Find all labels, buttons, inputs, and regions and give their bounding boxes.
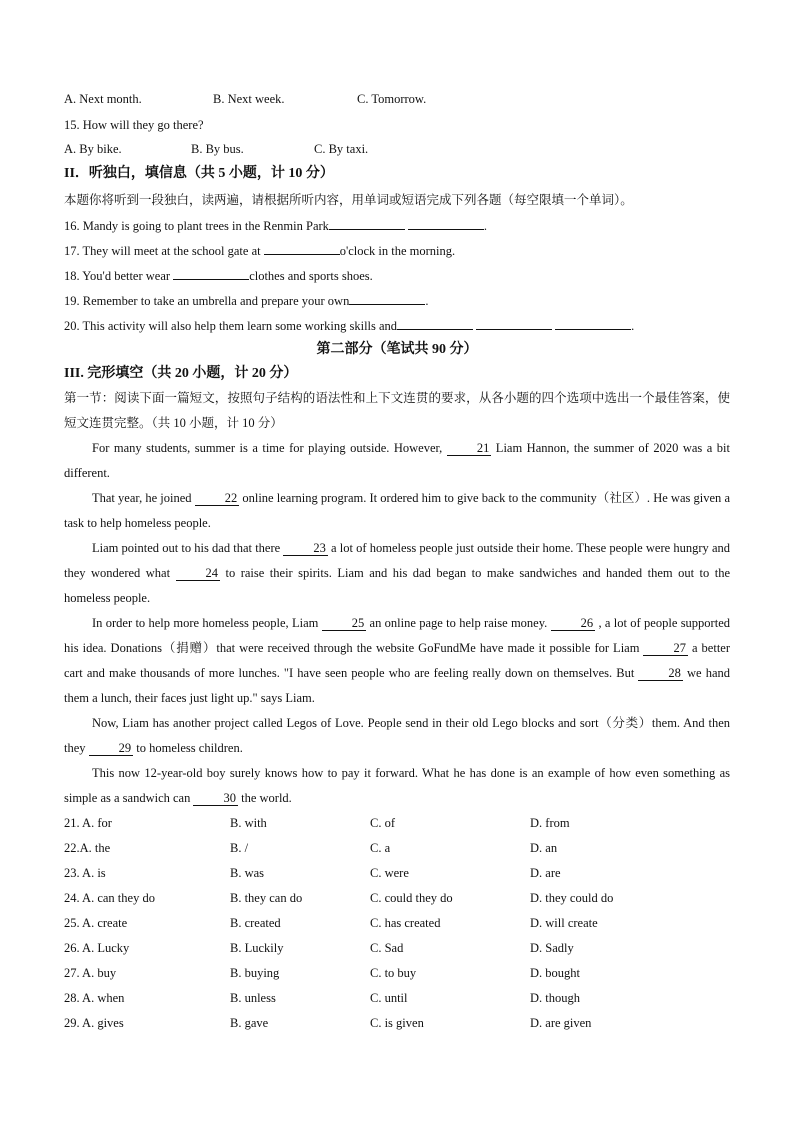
cloze-blank[interactable]: 30: [193, 791, 238, 806]
option-a[interactable]: 21. A. for: [64, 816, 112, 830]
cloze-blank[interactable]: 21: [447, 441, 492, 456]
cloze-blank[interactable]: 29: [89, 741, 134, 756]
fill-item-text: 16. Mandy is going to plant trees in the Renmin Park: [64, 219, 329, 233]
passage-paragraph: [64, 436, 730, 486]
passage-text: a better cart and make thousands of more lunches. "I have seen people who are feeling really down on themselves. But: [64, 641, 731, 680]
fill-item-text: 17. They will meet at the school gate at: [64, 244, 264, 258]
fill-item: [64, 317, 634, 334]
answer-blank[interactable]: [397, 317, 473, 330]
q14-option-b: B. Next week.: [213, 92, 285, 106]
passage-text: For many students, summer is a time for playing outside. However,: [92, 441, 447, 455]
q15-options: [64, 142, 764, 158]
option-a[interactable]: 22.A. the: [64, 841, 111, 855]
section2-instruction: 本题你将听到一段独白，读两遍，请根据所听内容，用单词或短语完成下列各题（每空限填一个单词）。: [64, 193, 633, 207]
cloze-blank[interactable]: 27: [643, 641, 688, 656]
cloze-passage: [64, 436, 730, 811]
q15-option-b: B. By bus.: [191, 142, 244, 156]
cloze-blank[interactable]: 28: [638, 666, 683, 681]
option-d[interactable]: D. an: [530, 841, 558, 855]
fill-item-text-after: o'clock in the morning.: [339, 244, 456, 258]
option-d[interactable]: D. though: [530, 991, 580, 1005]
fill-item-text: 18. You'd better wear: [64, 269, 174, 283]
q14-option-a: A. Next month.: [64, 92, 142, 106]
option-c[interactable]: C. Sad: [370, 941, 404, 955]
option-d[interactable]: D. will create: [530, 916, 598, 930]
option-a[interactable]: 29. A. gives: [64, 1016, 124, 1030]
option-c[interactable]: C. of: [370, 816, 395, 830]
option-a[interactable]: 23. A. is: [64, 866, 106, 880]
option-a[interactable]: 27. A. buy: [64, 966, 117, 980]
cloze-blank[interactable]: 22: [195, 491, 240, 506]
fill-item-text-after: .: [425, 294, 429, 308]
passage-text: an online page to help raise money.: [366, 616, 551, 630]
option-b[interactable]: B. with: [230, 816, 267, 830]
option-a[interactable]: 26. A. Lucky: [64, 941, 130, 955]
option-c[interactable]: C. were: [370, 866, 409, 880]
option-c[interactable]: C. a: [370, 841, 391, 855]
option-d[interactable]: D. are: [530, 866, 561, 880]
passage-text: In order to help more homeless people, Liam: [92, 616, 322, 630]
passage-paragraph: [64, 486, 730, 536]
option-row: [64, 891, 764, 907]
passage-text: to homeless children.: [133, 741, 243, 755]
fill-item: [64, 217, 487, 234]
option-d[interactable]: D. Sadly: [530, 941, 574, 955]
option-b[interactable]: B. unless: [230, 991, 276, 1005]
cloze-blank[interactable]: 25: [322, 616, 367, 631]
option-b[interactable]: B. buying: [230, 966, 280, 980]
section3-instruction-text: 第一节：阅读下面一篇短文，按照句子结构的语法性和上下文连贯的要求，从各小题的四个选项中选出一个最佳答案，使短文连贯完整。（共 10 小题，计 10 分）: [64, 391, 730, 430]
fill-item: [64, 267, 373, 284]
section3-instruction: [64, 386, 730, 436]
cloze-blank[interactable]: 26: [551, 616, 596, 631]
option-c[interactable]: C. to buy: [370, 966, 417, 980]
answer-blank[interactable]: [349, 292, 425, 305]
passage-text: Liam pointed out to his dad that there: [92, 541, 284, 555]
option-c[interactable]: C. is given: [370, 1016, 424, 1030]
part2-title: 第二部分（笔试共 90 分）: [316, 342, 478, 357]
passage-paragraph: [64, 711, 730, 761]
passage-paragraph: [64, 611, 730, 711]
option-a[interactable]: 25. A. create: [64, 916, 128, 930]
option-d[interactable]: D. from: [530, 816, 570, 830]
fill-item-text-after: .: [483, 219, 488, 233]
option-row: [64, 866, 764, 882]
option-d[interactable]: D. they could do: [530, 891, 614, 905]
option-b[interactable]: B. gave: [230, 1016, 269, 1030]
section3-title: III. 完形填空（共 20 小题，计 20 分）: [64, 366, 298, 381]
option-b[interactable]: B. they can do: [230, 891, 303, 905]
passage-text: Liam Hannon, the summer of 2020 was a bit different.: [64, 441, 730, 480]
fill-item: [64, 242, 455, 259]
passage-text: Now, Liam has another project called Legos of Love. People send in their old Lego blocks and sort（分类）them. And then they: [64, 716, 730, 755]
answer-blank[interactable]: [264, 242, 340, 255]
q15-option-c: C. By taxi.: [314, 142, 369, 156]
passage-text: online learning program. It ordered him to give back to the community（社区）. He was given a task to help homeless people.: [64, 491, 730, 530]
passage-text: a lot of homeless people just outside their home. These people were hungry and they wondered what: [64, 541, 730, 580]
answer-blank[interactable]: [476, 317, 552, 330]
option-b[interactable]: B. created: [230, 916, 281, 930]
cloze-blank[interactable]: 23: [283, 541, 328, 556]
option-b[interactable]: B. was: [230, 866, 265, 880]
option-d[interactable]: D. are given: [530, 1016, 592, 1030]
option-d[interactable]: D. bought: [530, 966, 580, 980]
option-row: [64, 991, 764, 1007]
option-row: [64, 841, 764, 857]
answer-blank[interactable]: [408, 217, 484, 230]
answer-blank[interactable]: [173, 267, 249, 280]
fill-item-text: 20. This activity will also help them learn some working skills and: [64, 319, 398, 333]
answer-blank[interactable]: [329, 217, 405, 230]
option-row: [64, 1016, 764, 1032]
fill-item-text: 19. Remember to take an umbrella and prepare your own: [64, 294, 350, 308]
option-row: [64, 816, 764, 832]
passage-text: That year, he joined: [92, 491, 195, 505]
option-c[interactable]: C. has created: [370, 916, 441, 930]
passage-text: This now 12-year-old boy surely knows how to pay it forward. What he has done is an example of how even something as simple as a sandwich can: [64, 766, 730, 805]
option-b[interactable]: B. /: [230, 841, 249, 855]
q15-question: 15. How will they go there?: [64, 118, 204, 132]
option-c[interactable]: C. until: [370, 991, 408, 1005]
section2-title: II．听独白，填信息（共 5 小题，计 10 分）: [64, 166, 334, 181]
fill-item-text-after: clothes and sports shoes.: [249, 269, 373, 283]
answer-blank[interactable]: [555, 317, 631, 330]
passage-text: we hand them a lunch, their faces just light up." says Liam.: [64, 666, 730, 705]
fill-item: [64, 292, 428, 309]
q14-option-c: C. Tomorrow.: [357, 92, 427, 106]
option-row: [64, 966, 764, 982]
passage-text: , a lot of people supported his idea. Donations（捐赠）that were received through the website GoFundMe have made it possible for Liam: [64, 616, 730, 655]
cloze-blank[interactable]: 24: [176, 566, 221, 581]
fill-item-text-after: .: [631, 319, 635, 333]
passage-text: the world.: [237, 791, 292, 805]
option-row: [64, 941, 764, 957]
option-a[interactable]: 28. A. when: [64, 991, 125, 1005]
passage-paragraph: [64, 536, 730, 611]
option-row: [64, 916, 764, 932]
passage-paragraph: [64, 761, 730, 811]
q15-option-a: A. By bike.: [64, 142, 122, 156]
option-b[interactable]: B. Luckily: [230, 941, 284, 955]
q14-options: [64, 92, 764, 108]
passage-text: to raise their spirits. Liam and his dad began to make sandwiches and handed them out to the homeless people.: [64, 566, 730, 605]
option-a[interactable]: 24. A. can they do: [64, 891, 155, 905]
option-c[interactable]: C. could they do: [370, 891, 453, 905]
